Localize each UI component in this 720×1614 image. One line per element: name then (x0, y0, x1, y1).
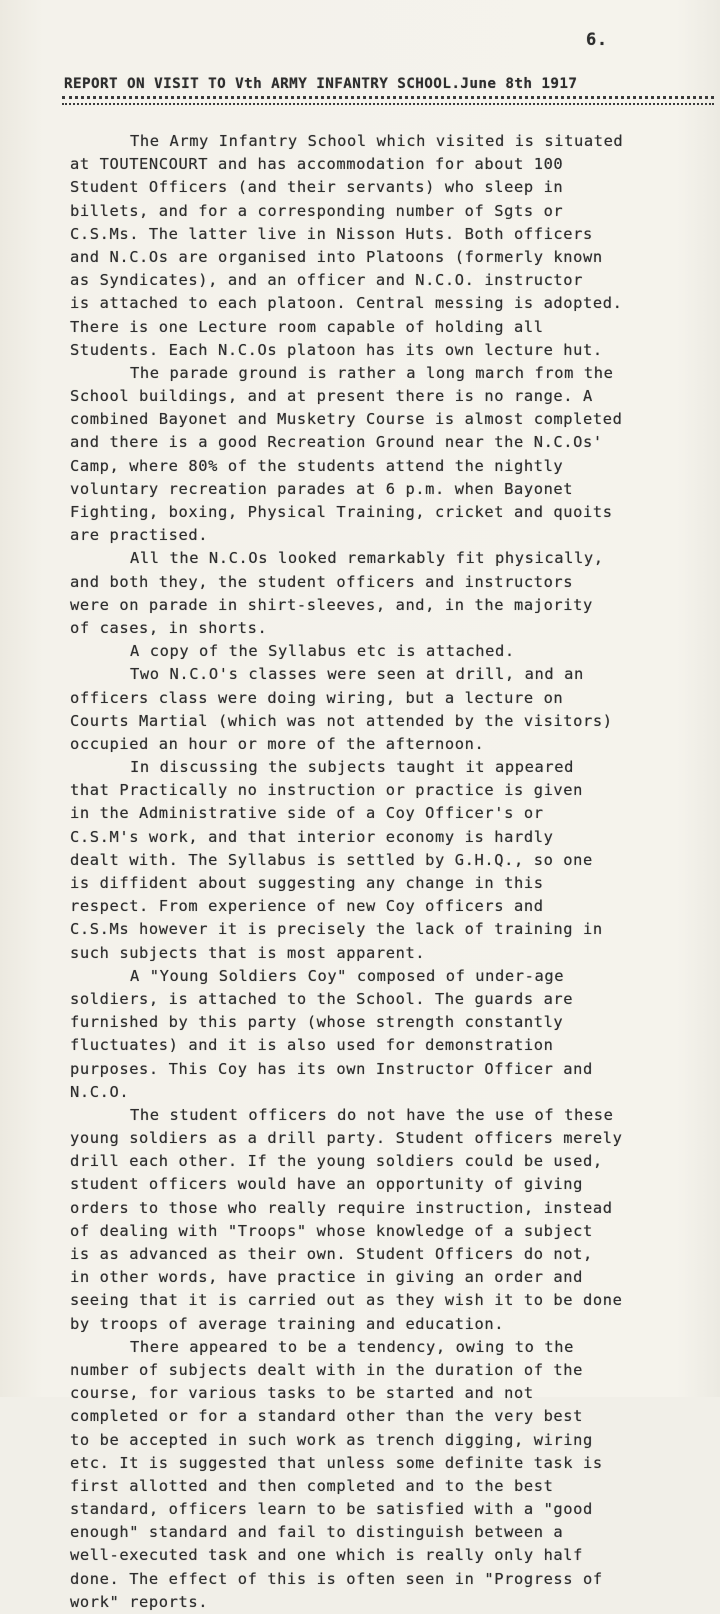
text-line: and both they, the student officers and instructors (70, 572, 574, 591)
text-line: enough" standard and fail to distinguish between a (70, 1523, 564, 1542)
text-line: officers class were doing wiring, but a lecture on (70, 688, 564, 707)
text-line: that Practically no instruction or practice is given (70, 781, 584, 800)
text-line: Fighting, boxing, Physical Training, cricket and quoits (70, 503, 613, 521)
text-line: drill each other. If the young soldiers could be used, (70, 1152, 603, 1171)
text-line: as Syndicates), and an officer and N.C.O. instructor (70, 271, 584, 290)
text-line: Courts Martial (which was not attended by the visitors) (70, 711, 613, 730)
page-number: 6. (586, 30, 608, 50)
text-line: There is one Lecture room capable of holding all (70, 317, 544, 336)
text-line: A "Young Soldiers Coy" composed of under-age (130, 966, 565, 985)
text-line: Students. Each N.C.Os platoon has its own lecture hut. (70, 340, 603, 359)
text-line: work" reports. (70, 1592, 209, 1611)
text-line: is as advanced as their own. Student Officers do not, (70, 1245, 593, 1263)
text-line: billets, and for a corresponding number of Sgts or (70, 201, 564, 220)
text-line: C.S.Ms however it is precisely the lack of training in (70, 920, 603, 939)
text-line: combined Bayonet and Musketry Course is almost completed (70, 410, 623, 429)
text-line: The parade ground is rather a long march from the (130, 363, 614, 382)
text-line: is attached to each platoon. Central messing is adopted. (70, 294, 623, 313)
text-line: purposes. This Coy has its own Instructor Officer and (70, 1059, 593, 1078)
text-line: N.C.O. (70, 1082, 130, 1101)
text-line: fluctuates) and it is also used for demonstration (70, 1036, 554, 1055)
text-line: of dealing with "Troops" whose knowledge of a subject (70, 1221, 593, 1240)
text-line: in other words, have practice in giving an order and (70, 1268, 584, 1287)
text-line: The Army Infantry School which visited is situated (130, 132, 624, 150)
text-line: number of subjects dealt with in the duration of the (70, 1360, 584, 1379)
text-line: student officers would have an opportunity of giving (70, 1175, 584, 1194)
text-line: young soldiers as a drill party. Student officers merely (70, 1129, 623, 1148)
text-line: C.S.M's work, and that interior economy is hardly (70, 827, 554, 846)
text-line: C.S.Ms. The latter live in Nisson Huts. Both officers (70, 224, 593, 243)
text-line: voluntary recreation parades at 6 p.m. when Bayonet (70, 479, 574, 498)
text-line: occupied an hour or more of the afternoon. (70, 734, 485, 753)
text-line: at TOUTENCOURT and has accommodation for about 100 (70, 155, 564, 174)
report-body (70, 130, 720, 1614)
text-line: In discussing the subjects taught it appeared (130, 758, 574, 777)
text-line: of cases, in shorts. (70, 618, 268, 637)
text-line: soldiers, is attached to the School. The guards are (70, 989, 574, 1008)
title-underline (62, 96, 714, 105)
text-line: course, for various tasks to be started and not (70, 1384, 534, 1403)
text-line: first allotted and then completed and to the best (70, 1476, 554, 1495)
text-line: There appeared to be a tendency, owing to the (130, 1337, 574, 1356)
text-line: standard, officers learn to be satisfied with a "good (70, 1500, 593, 1519)
text-line: are practised. (70, 526, 209, 545)
text-line: in the Administrative side of a Coy Officer's or (70, 804, 544, 823)
text-line: dealt with. The Syllabus is settled by G.H.Q., so one (70, 850, 593, 869)
text-line: seeing that it is carried out as they wish it to be done (70, 1291, 623, 1310)
report-title: REPORT ON VISIT TO Vth ARMY INFANTRY SCHOOL.June 8th 1917 (64, 76, 578, 92)
text-line: were on parade in shirt-sleeves, and, in the majority (70, 595, 593, 614)
text-line: done. The effect of this is often seen in "Progress of (70, 1569, 603, 1588)
text-line: Camp, where 80% of the students attend the nightly (70, 456, 564, 475)
text-line: to be accepted in such work as trench digging, wiring (70, 1430, 593, 1449)
text-line: School buildings, and at present there is no range. A (70, 387, 593, 406)
text-line: furnished by this party (whose strength constantly (70, 1013, 564, 1032)
text-line: orders to those who really require instruction, instead (70, 1198, 613, 1217)
text-line: by troops of average training and education. (70, 1314, 505, 1333)
text-line: well-executed task and one which is really only half (70, 1546, 584, 1565)
text-line: respect. From experience of new Coy officers and (70, 897, 544, 916)
text-line: and there is a good Recreation Ground near the N.C.Os' (70, 433, 603, 452)
text-line: and N.C.Os are organised into Platoons (formerly known (70, 247, 603, 266)
text-line: Two N.C.O's classes were seen at drill, and an (130, 665, 584, 684)
text-line: completed or for a standard other than the very best (70, 1407, 584, 1426)
text-line: etc. It is suggested that unless some definite task is (70, 1453, 603, 1472)
text-line: is diffident about suggesting any change in this (70, 874, 544, 892)
text-line: such subjects that is most apparent. (70, 943, 426, 962)
text-line: All the N.C.Os looked remarkably fit physically, (130, 549, 604, 568)
text-line: Student Officers (and their servants) who sleep in (70, 178, 564, 197)
text-line: The student officers do not have the use of these (130, 1105, 614, 1124)
text-line: A copy of the Syllabus etc is attached. (130, 642, 515, 661)
